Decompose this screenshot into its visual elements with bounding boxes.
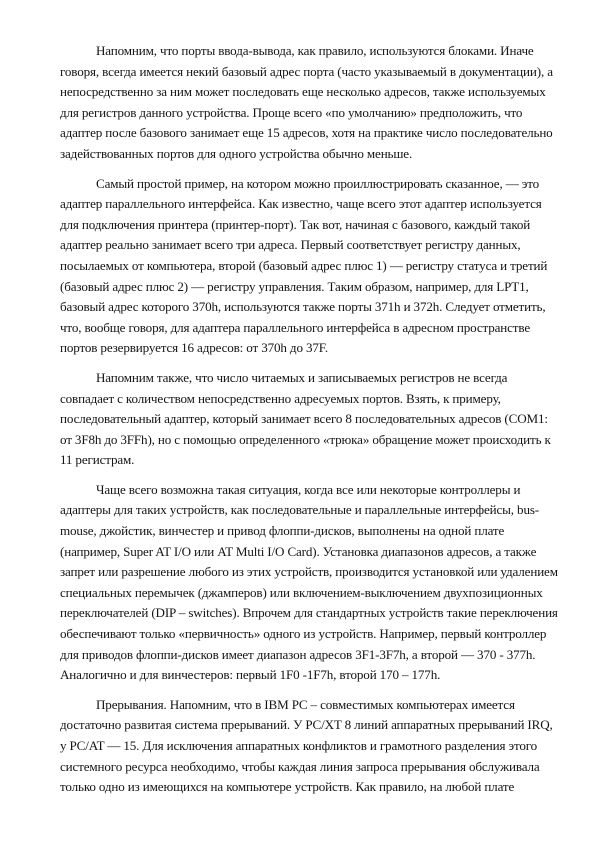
text-line: для приводов флоппи-дисков имеет диапазон адресов 3F1-3F7h, а второй — 370 - 377h.	[60, 646, 536, 662]
text-line: говоря, всегда имеется некий базовый адрес порта (часто указываемый в документации), а	[60, 63, 553, 79]
text-line: mouse, джойстик, винчестер и привод флоппи-дисков, выполнены на одной плате	[60, 523, 505, 539]
paragraph	[60, 368, 551, 471]
text-line: для регистров данного устройства. Проще всего «по умолчанию» предположить, что	[60, 104, 523, 120]
paragraph	[60, 41, 553, 165]
text-line: совпадает с количеством непосредственно адресуемых портов. Взять, к примеру,	[60, 390, 501, 406]
text-line: посылаемых от компьютера, второй (базовый адрес плюс 1) — регистру статуса и третий	[60, 257, 548, 273]
text-line: адаптеры для таких устройств, как последовательные и параллельные интерфейсы, bus-	[60, 502, 539, 518]
paragraph	[60, 695, 553, 798]
text-line: Аналогично и для винчестеров: первый 1F0 -1F7h, второй 170 – 177h.	[60, 667, 441, 683]
text-line: что, вообще говоря, для адаптера параллельного интерфейса в адресном пространстве	[60, 319, 530, 335]
text-line: обеспечивают только «первичность» одного из устройств. Например, первый контроллер	[60, 626, 547, 642]
paragraph	[60, 174, 548, 359]
text-line: адаптер после базового занимает еще 15 адресов, хотя на практике число последовательно	[60, 125, 553, 141]
text-line: (базовый адрес плюс 2) — регистру управления. Таким образом, например, для LPT1,	[60, 278, 529, 294]
text-line: адаптер параллельного интерфейса. Как известно, чаще всего этот адаптер используется	[60, 196, 542, 212]
text-line: у PC/AT — 15. Для исключения аппаратных конфликтов и грамотного разделения этого	[60, 738, 538, 753]
text-line: непосредственно за ним может последовать еще несколько адресов, также используемых	[60, 84, 546, 100]
text-line: Чаще всего возможна такая ситуация, когда все или некоторые контроллеры и	[96, 481, 521, 497]
text-line: специальных перемычек (джамперов) или включением-выключением двухпозиционных	[60, 584, 543, 600]
text-line: (например, Super AT I/O или AT Multi I/O Card). Установка диапазонов адресов, а также	[60, 543, 537, 559]
text-line: от 3F8h до 3FFh), но с помощью определенного «трюка» обращение может происходить к	[60, 431, 551, 447]
paragraph	[60, 480, 558, 686]
text-line: для подключения принтера (принтер-порт). Так вот, начиная с базового, каждый такой	[60, 216, 531, 232]
text-line: базовый адрес которого 370h, используются также порты 371h и 372h. Следует отметить,	[60, 299, 546, 315]
text-line: Самый простой пример, на котором можно проиллюстрировать сказанное, — это	[96, 175, 540, 191]
document-body	[60, 41, 558, 807]
text-line: Напомним также, что число читаемых и записываемых регистров не всегда	[96, 369, 508, 385]
text-line: Прерывания. Напомним, что в IBM PC – совместимых компьютерах имеется	[96, 696, 515, 712]
text-line: переключателей (DIP – switches). Впрочем для стандартных устройств такие переключения	[60, 605, 558, 621]
text-line: достаточно развитая система прерываний. У PC/XT 8 линий аппаратных прерываний IRQ,	[60, 717, 553, 733]
text-line: портов резервируется 16 адресов: от 370h до 37F.	[60, 340, 328, 356]
text-line: 11 регистрам.	[60, 452, 135, 468]
text-line: задействованных портов для одного устройства обычно меньше.	[60, 145, 413, 161]
text-line: Напомним, что порты ввода-вывода, как правило, используются блоками. Иначе	[96, 43, 534, 58]
text-line: только одно из имеющихся на компьютере устройств. Как правило, на любой плате	[60, 779, 515, 795]
text-line: последовательный адаптер, который занимает всего 8 последовательных адресов (COM1:	[60, 411, 548, 427]
text-line: системного ресурса необходимо, чтобы каждая линия запроса прерывания обслуживала	[60, 758, 540, 774]
text-line: запрет или разрешение любого из этих устройств, производится установкой или удалением	[60, 564, 558, 580]
text-line: адаптер реально занимает всего три адреса. Первый соответствует регистру данных,	[60, 237, 521, 253]
